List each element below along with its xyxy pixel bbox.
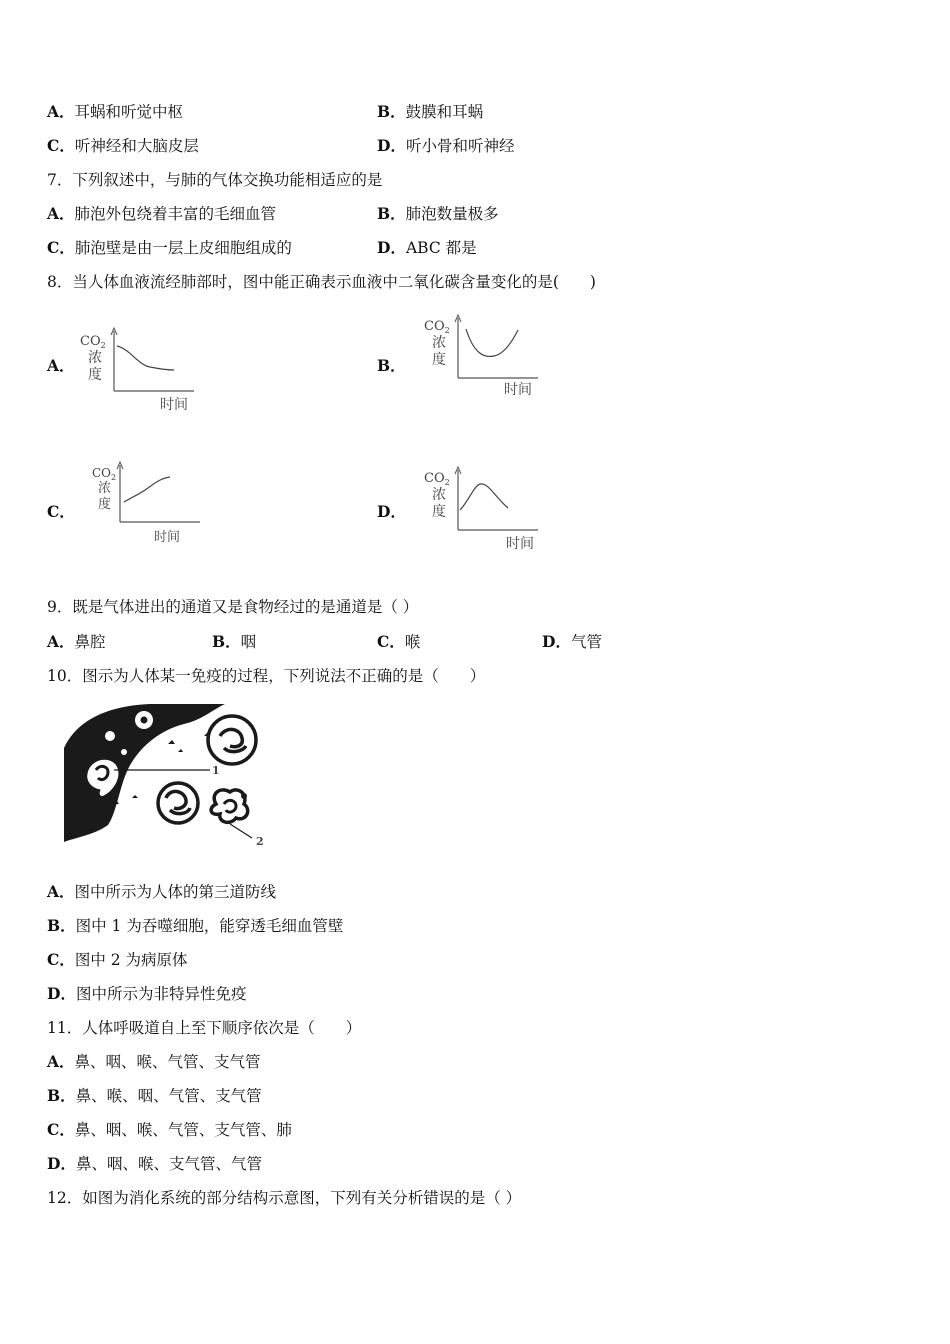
q11-option-b: B．鼻、喉、咽、气管、支气管 <box>47 1086 262 1105</box>
q11-stem: 11．人体呼吸道自上至下顺序依次是（ ） <box>47 1019 362 1037</box>
q9-stem: 9．既是气体进出的通道又是食物经过的是通道是（ ） <box>47 598 419 616</box>
q11-option-d: D．鼻、咽、喉、支气管、气管 <box>47 1154 262 1173</box>
q11-option-a: A．鼻、咽、喉、气管、支气管 <box>47 1052 261 1071</box>
graph-a-co2-label: $CO_2$ <box>80 334 106 350</box>
graph-b-co2-label: $CO_2$ <box>424 319 450 335</box>
q8-option-b-label: B． <box>377 356 406 375</box>
graph-a-du-label: 度 <box>88 367 102 383</box>
q10-option-c: C．图中 2 为病原体 <box>47 950 188 969</box>
q9-option-d: D．气管 <box>542 632 602 651</box>
q10-stem: 10．图示为人体某一免疫的过程，下列说法不正确的是（ ） <box>47 667 486 685</box>
graph-b-curve <box>466 329 518 356</box>
graph-a-curve <box>117 346 174 370</box>
graph-b-du-label: 度 <box>432 352 446 368</box>
q7-option-c: C．肺泡壁是由一层上皮细胞组成的 <box>47 238 292 257</box>
q9-option-a: A．鼻腔 <box>47 632 106 651</box>
q6-option-d: D．听小骨和听神经 <box>377 136 515 155</box>
graph-a-time-label: 时间 <box>160 397 188 413</box>
q7-stem: 7．下列叙述中，与肺的气体交换功能相适应的是 <box>47 171 383 189</box>
q8-stem: 8．当人体血液流经肺部时，图中能正确表示血液中二氧化碳含量变化的是( ) <box>47 273 596 291</box>
q10-option-b: B．图中 1 为吞噬细胞，能穿透毛细血管壁 <box>47 916 344 935</box>
graph-c-du-label: 度 <box>98 497 112 512</box>
q6-option-b: B．鼓膜和耳蜗 <box>377 102 484 121</box>
graph-c-nong-label: 浓 <box>98 481 112 496</box>
graph-c-co2-label: $CO_2$ <box>92 466 117 482</box>
q10-option-a: A．图中所示为人体的第三道防线 <box>47 882 277 901</box>
q8-option-c-label: C． <box>47 502 75 521</box>
label-2: 2 <box>256 835 264 848</box>
graph-d-time-label: 时间 <box>506 536 534 552</box>
phagocyte-cell-2-icon <box>158 783 198 823</box>
q11-option-c: C．鼻、咽、喉、气管、支气管、肺 <box>47 1120 292 1139</box>
q6-option-c: C．听神经和大脑皮层 <box>47 136 199 155</box>
q12-stem: 12．如图为消化系统的部分结构示意图，下列有关分析错误的是（ ） <box>47 1189 522 1207</box>
label-1: 1 <box>212 764 220 777</box>
graph-d-co2-label: $CO_2$ <box>424 471 450 487</box>
graph-b-time-label: 时间 <box>504 382 532 398</box>
q8-graph-c <box>90 460 210 554</box>
q10-immune-figure <box>60 700 275 859</box>
graph-c-time-label: 时间 <box>154 530 181 545</box>
q8-graph-d <box>422 464 547 560</box>
graph-d-curve <box>460 484 508 510</box>
graph-a-nong-label: 浓 <box>88 350 102 366</box>
graph-c-curve <box>124 477 170 502</box>
q9-option-c: C．喉 <box>377 632 421 651</box>
q7-option-a: A．肺泡外包绕着丰富的毛细血管 <box>47 204 277 223</box>
q9-option-b: B．咽 <box>212 632 257 651</box>
q7-option-d: D．ABC 都是 <box>377 238 477 257</box>
q6-option-a: A．耳蜗和听觉中枢 <box>47 102 184 121</box>
q8-option-d-label: D． <box>377 502 406 521</box>
graph-b-nong-label: 浓 <box>432 335 446 351</box>
q7-option-b: B．肺泡数量极多 <box>377 204 499 223</box>
q8-graph-a <box>78 325 203 421</box>
label-line-2 <box>230 824 252 838</box>
q8-option-a-label: A． <box>47 356 75 375</box>
graph-d-nong-label: 浓 <box>432 487 446 503</box>
q10-option-d: D．图中所示为非特异性免疫 <box>47 984 247 1003</box>
engulfing-cell-icon <box>208 716 256 764</box>
q8-graph-b <box>422 312 547 408</box>
graph-d-du-label: 度 <box>432 504 446 520</box>
